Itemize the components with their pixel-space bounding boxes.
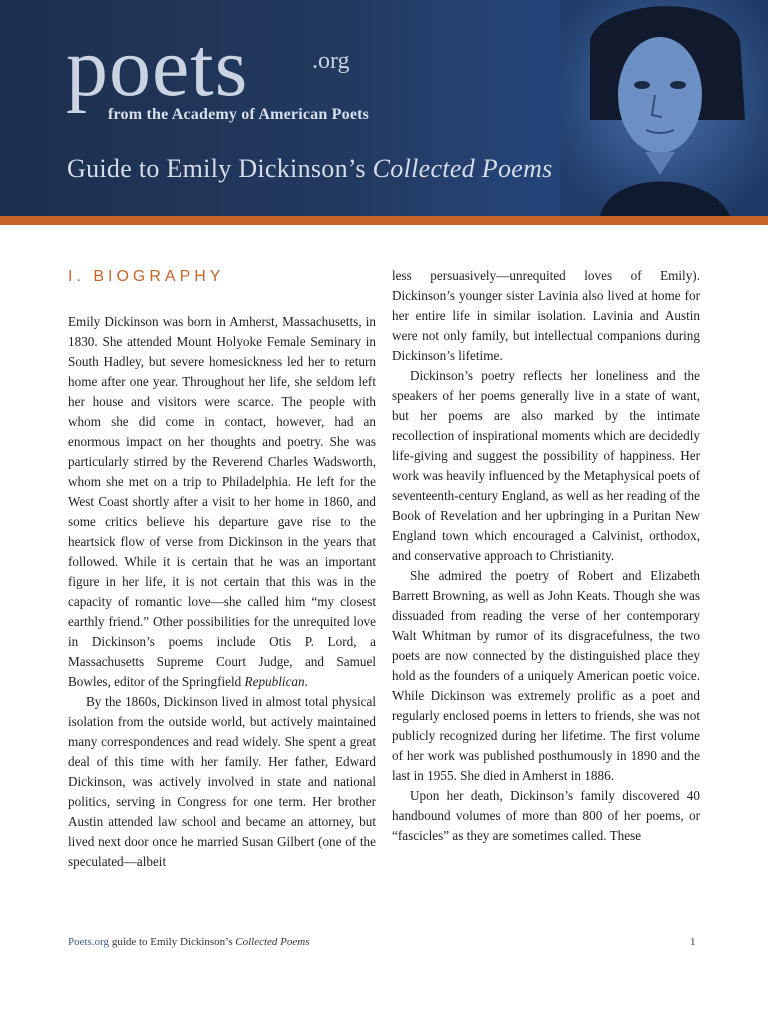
emily-dickinson-portrait: [560, 0, 768, 216]
footer-site-link[interactable]: Poets.org: [68, 936, 110, 948]
logo-subtitle: from the Academy of American Poets: [108, 106, 370, 123]
paragraph: She admired the poetry of Robert and Elizabeth Barrett Browning, as well as John Keats. Though she was dissuaded from reading the verse of her contemporary Walt Whitman by rumor of its disgracefulness, the two poets are now connected by the distinguished place they hold as the founders of a uniquely American poetic voice. While Dickinson was extremely prolific as a poet and regularly enclosed poems in letters to friends, she was not publicly recognized during her lifetime. The first volume of her work was published posthumously in 1890 and the last in 1955. She died in Amherst in 1886.: [392, 568, 700, 783]
header-divider: [0, 216, 768, 225]
page-footer: [68, 936, 310, 948]
guide-title-prefix: Guide to Emily Dickinson’s: [67, 154, 373, 183]
paragraph: [68, 312, 376, 692]
guide-title-italic: Collected Poems: [372, 154, 553, 183]
newspaper-title: Republican: [244, 674, 305, 689]
paragraph: By the 1860s, Dickinson lived in almost total physical isolation from the outside world, but actively maintained many correspondences and read widely. She spent a great deal of this time with her family. Her father, Edward Dickinson, was actively involved in state and national politics, serving in Congress for one term. Her brother Austin attended law school and became an attorney, but lived next door once he married Susan Gilbert (one of the speculated—albeit: [68, 694, 376, 869]
paragraph: Dickinson’s poetry reflects her loneliness and the speakers of her poems generally live in a state of want, but her poems are also marked by the intimate recollection of inspirational moments which are decidedly life-giving and suggest the possibility of happiness. Her work was heavily influenced by the Metaphysical poets of seventeenth-century England, as well as her reading of the Book of Revelation and her upbringing in a Puritan New England town which encouraged a Calvinist, orthodox, and conservative approach to Christianity.: [392, 368, 700, 563]
footer-italic-title: Collected Poems: [235, 936, 310, 948]
guide-title: [67, 154, 553, 184]
page-number: 1: [690, 936, 696, 948]
page-header: [0, 0, 768, 216]
logo-wordmark: poets: [66, 21, 249, 114]
paragraph-text: Emily Dickinson was born in Amherst, Massachusetts, in 1830. She attended Mount Holyoke Female Seminary in South Hadley, but severe homesickness led her to return home after one year. Throughout her life, she seldom left her house and visitors were scarce. The people with whom she did come in contact, however, had an enormous impact on her thoughts and poetry. She was particularly stirred by the Reverend Charles Wadsworth, whom she met on a trip to Philadelphia. He left for the West Coast shortly after a visit to her home in 1860, and some critics believe his departure gave rise to the heartsick flow of verse from Dickinson in the years that followed. While it is certain that he was an important figure in her life, it is not certain that this was in the capacity of romantic love—she called him “my closest earthly friend.” Other possibilities for the unrequited love in Dickinson’s poems include Otis P. Lord, a Massachusetts Supreme Court Judge, and Samuel Bowles, editor of the Springfield: [68, 314, 376, 689]
logo-suffix: .org: [312, 48, 350, 74]
section-heading: I. BIOGRAPHY: [68, 268, 225, 285]
left-column: [68, 312, 376, 872]
footer-text: guide to Emily Dickinson’s: [109, 936, 236, 948]
paragraph: less persuasively—unrequited loves of Emily). Dickinson’s younger sister Lavinia also lived at home for her entire life in similar isolation. Lavinia and Austin were not only family, but intellectual companions during Dickinson’s lifetime.: [392, 268, 700, 363]
right-column: [392, 266, 700, 846]
paragraph-text: .: [304, 674, 308, 689]
paragraph: Upon her death, Dickinson’s family discovered 40 handbound volumes of more than 800 of her poems, or “fascicles” as they are sometimes called. These: [392, 788, 700, 843]
